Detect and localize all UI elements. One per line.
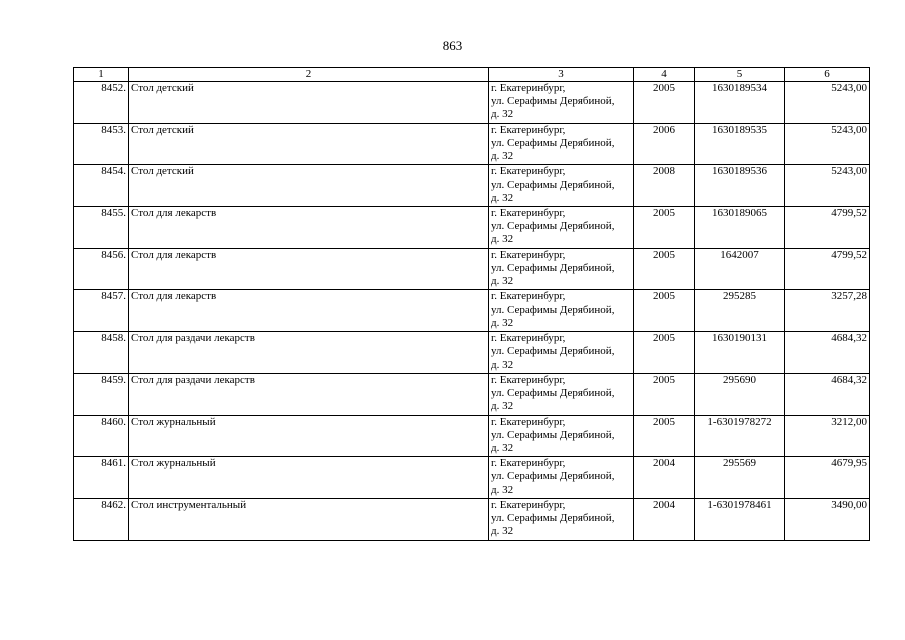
page-number: 863 <box>442 38 463 53</box>
address-house: д. 32 <box>491 400 514 413</box>
item-address <box>489 82 634 124</box>
item-inventory-number: 295285 <box>695 290 785 332</box>
address-city: г. Екатеринбург, <box>491 123 566 136</box>
item-inventory-number: 1630190131 <box>695 332 785 374</box>
item-address <box>489 332 634 374</box>
table-row <box>74 457 870 499</box>
address-house: д. 32 <box>491 358 514 371</box>
table-row <box>74 415 870 457</box>
item-cost: 3257,28 <box>785 290 870 332</box>
item-cost: 4799,52 <box>785 207 870 249</box>
address-house: д. 32 <box>491 150 514 163</box>
table-row <box>74 207 870 249</box>
row-number: 8453. <box>74 123 129 165</box>
item-cost: 4684,32 <box>785 332 870 374</box>
address-city: г. Екатеринбург, <box>491 332 566 345</box>
item-year: 2005 <box>634 415 695 457</box>
column-header-2: 2 <box>129 68 489 82</box>
address-street: ул. Серафимы Дерябиной, <box>491 178 615 191</box>
row-number: 8457. <box>74 290 129 332</box>
item-inventory-number: 1-6301978461 <box>695 498 785 540</box>
item-inventory-number: 1630189536 <box>695 165 785 207</box>
address-city: г. Екатеринбург, <box>491 498 566 511</box>
column-header-6: 6 <box>785 68 870 82</box>
address-city: г. Екатеринбург, <box>491 290 566 303</box>
table-row <box>74 123 870 165</box>
address-house: д. 32 <box>491 316 514 329</box>
item-cost: 5243,00 <box>785 123 870 165</box>
item-address <box>489 165 634 207</box>
address-city: г. Екатеринбург, <box>491 165 566 178</box>
item-address <box>489 373 634 415</box>
item-year: 2005 <box>634 373 695 415</box>
address-street: ул. Серафимы Дерябиной, <box>491 428 615 441</box>
item-inventory-number: 1642007 <box>695 248 785 290</box>
item-name: Стол для лекарств <box>129 290 489 332</box>
item-inventory-number: 1630189535 <box>695 123 785 165</box>
item-cost: 5243,00 <box>785 82 870 124</box>
item-name: Стол детский <box>129 82 489 124</box>
item-inventory-number: 1-6301978272 <box>695 415 785 457</box>
address-street: ул. Серафимы Дерябиной, <box>491 512 615 525</box>
property-table <box>73 67 870 541</box>
item-address <box>489 123 634 165</box>
item-cost: 4799,52 <box>785 248 870 290</box>
item-year: 2005 <box>634 82 695 124</box>
row-number: 8456. <box>74 248 129 290</box>
item-name: Стол детский <box>129 165 489 207</box>
row-number: 8458. <box>74 332 129 374</box>
row-number: 8462. <box>74 498 129 540</box>
item-inventory-number: 1630189065 <box>695 207 785 249</box>
address-street: ул. Серафимы Дерябиной, <box>491 303 615 316</box>
address-street: ул. Серафимы Дерябиной, <box>491 345 615 358</box>
item-year: 2008 <box>634 165 695 207</box>
table-row <box>74 290 870 332</box>
row-number: 8455. <box>74 207 129 249</box>
table-row <box>74 82 870 124</box>
address-house: д. 32 <box>491 483 514 496</box>
address-city: г. Екатеринбург, <box>491 248 566 261</box>
address-city: г. Екатеринбург, <box>491 207 566 220</box>
column-header-5: 5 <box>695 68 785 82</box>
item-year: 2006 <box>634 123 695 165</box>
column-header-1: 1 <box>74 68 129 82</box>
table-row <box>74 165 870 207</box>
row-number: 8454. <box>74 165 129 207</box>
address-city: г. Екатеринбург, <box>491 415 566 428</box>
address-street: ул. Серафимы Дерябиной, <box>491 387 615 400</box>
address-street: ул. Серафимы Дерябиной, <box>491 470 615 483</box>
column-header-3: 3 <box>489 68 634 82</box>
address-house: д. 32 <box>491 108 514 121</box>
table-row <box>74 332 870 374</box>
address-street: ул. Серафимы Дерябиной, <box>491 261 615 274</box>
address-house: д. 32 <box>491 275 514 288</box>
item-cost: 3490,00 <box>785 498 870 540</box>
item-name: Стол для раздачи лекарств <box>129 332 489 374</box>
row-number: 8459. <box>74 373 129 415</box>
address-house: д. 32 <box>491 191 514 204</box>
item-name: Стол журнальный <box>129 415 489 457</box>
item-year: 2004 <box>634 498 695 540</box>
address-house: д. 32 <box>491 233 514 246</box>
address-city: г. Екатеринбург, <box>491 82 566 94</box>
item-cost: 4679,95 <box>785 457 870 499</box>
item-cost: 5243,00 <box>785 165 870 207</box>
item-cost: 4684,32 <box>785 373 870 415</box>
item-address <box>489 415 634 457</box>
item-year: 2005 <box>634 207 695 249</box>
table-row <box>74 498 870 540</box>
item-inventory-number: 295569 <box>695 457 785 499</box>
address-street: ул. Серафимы Дерябиной, <box>491 136 615 149</box>
item-name: Стол для раздачи лекарств <box>129 373 489 415</box>
item-name: Стол инструментальный <box>129 498 489 540</box>
item-name: Стол детский <box>129 123 489 165</box>
item-inventory-number: 295690 <box>695 373 785 415</box>
address-house: д. 32 <box>491 441 514 454</box>
item-inventory-number: 1630189534 <box>695 82 785 124</box>
address-house: д. 32 <box>491 525 514 538</box>
table-row <box>74 373 870 415</box>
column-header-4: 4 <box>634 68 695 82</box>
row-number: 8461. <box>74 457 129 499</box>
item-name: Стол для лекарств <box>129 248 489 290</box>
item-year: 2005 <box>634 332 695 374</box>
address-street: ул. Серафимы Дерябиной, <box>491 220 615 233</box>
table-header-row <box>74 68 870 82</box>
item-address <box>489 498 634 540</box>
item-address <box>489 290 634 332</box>
table-row <box>74 248 870 290</box>
item-name: Стол для лекарств <box>129 207 489 249</box>
address-city: г. Екатеринбург, <box>491 457 566 470</box>
address-street: ул. Серафимы Дерябиной, <box>491 95 615 108</box>
item-year: 2005 <box>634 290 695 332</box>
item-address <box>489 248 634 290</box>
item-year: 2005 <box>634 248 695 290</box>
row-number: 8452. <box>74 82 129 124</box>
item-name: Стол журнальный <box>129 457 489 499</box>
item-year: 2004 <box>634 457 695 499</box>
item-address <box>489 457 634 499</box>
address-city: г. Екатеринбург, <box>491 373 566 386</box>
row-number: 8460. <box>74 415 129 457</box>
item-address <box>489 207 634 249</box>
item-cost: 3212,00 <box>785 415 870 457</box>
